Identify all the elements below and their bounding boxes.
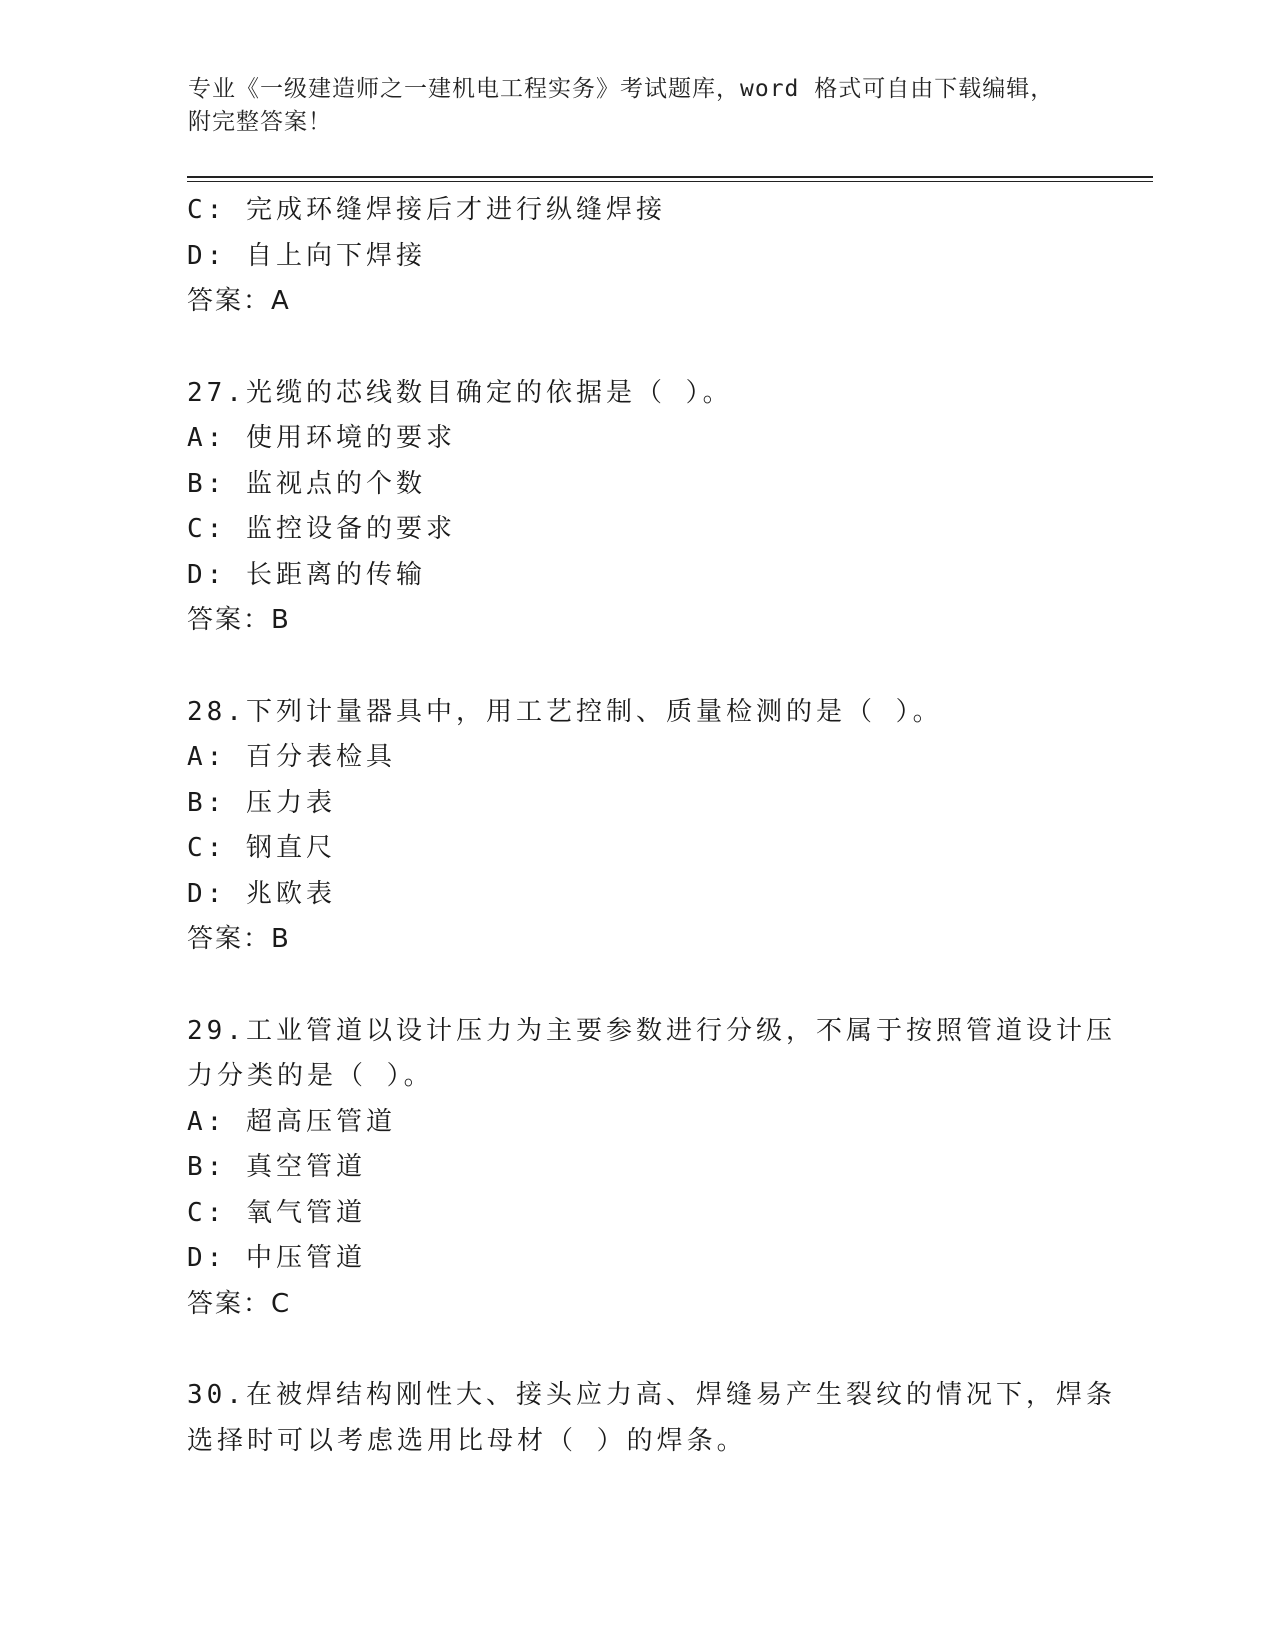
question-block-28	[187, 690, 1087, 963]
spacer	[187, 963, 1087, 1009]
option-c: C: 钢直尺	[187, 833, 336, 863]
option-a: A: 百分表检具	[187, 742, 396, 772]
option-b: B: 监视点的个数	[187, 468, 426, 499]
spacer	[187, 644, 1087, 690]
header-line-2: 附完整答案！	[188, 109, 332, 135]
option-d: D: 兆欧表	[187, 878, 336, 909]
question-stem-line-2: 力分类的是（ ）。	[187, 1061, 434, 1091]
option-b: B: 真空管道	[187, 1152, 366, 1182]
option-c: C: 完成环缝焊接后才进行纵缝焊接	[187, 195, 666, 225]
option-b: B: 压力表	[187, 787, 336, 818]
answer: 答案：B	[187, 605, 291, 635]
question-block-26	[187, 188, 1087, 325]
header-divider-thin	[187, 181, 1153, 182]
question-list	[187, 188, 1116, 1464]
question-block-29	[187, 1009, 1116, 1328]
option-c: C: 氧气管道	[187, 1197, 366, 1228]
question-stem-line-1: 29.工业管道以设计压力为主要参数进行分级，不属于按照管道设计压	[187, 1015, 1116, 1046]
option-c: C: 监控设备的要求	[187, 514, 456, 544]
answer: 答案：C	[187, 1288, 292, 1319]
document-header	[188, 73, 1088, 139]
spacer	[187, 1327, 1087, 1373]
question-block-30	[187, 1373, 1116, 1464]
question-stem-line-1: 30.在被焊结构刚性大、接头应力高、焊缝易产生裂纹的情况下，焊条	[187, 1380, 1116, 1410]
question-block-27	[187, 371, 1087, 644]
header-line-1: 专业《一级建造师之一建机电工程实务》考试题库，word 格式可自由下载编辑，	[188, 76, 1055, 102]
option-d: D: 自上向下焊接	[187, 240, 426, 271]
option-a: A: 使用环境的要求	[187, 423, 456, 453]
question-stem: 27.光缆的芯线数目确定的依据是（ ）。	[187, 377, 733, 408]
spacer	[187, 325, 1087, 371]
answer: 答案：B	[187, 924, 291, 954]
question-stem-line-2: 选择时可以考虑选用比母材（ ）的焊条。	[187, 1425, 747, 1456]
option-a: A: 超高压管道	[187, 1106, 396, 1137]
option-d: D: 中压管道	[187, 1243, 366, 1273]
question-stem: 28.下列计量器具中，用工艺控制、质量检测的是（ ）。	[187, 696, 943, 727]
header-divider-thick	[187, 176, 1153, 178]
answer: 答案：A	[187, 286, 291, 316]
option-d: D: 长距离的传输	[187, 559, 426, 590]
